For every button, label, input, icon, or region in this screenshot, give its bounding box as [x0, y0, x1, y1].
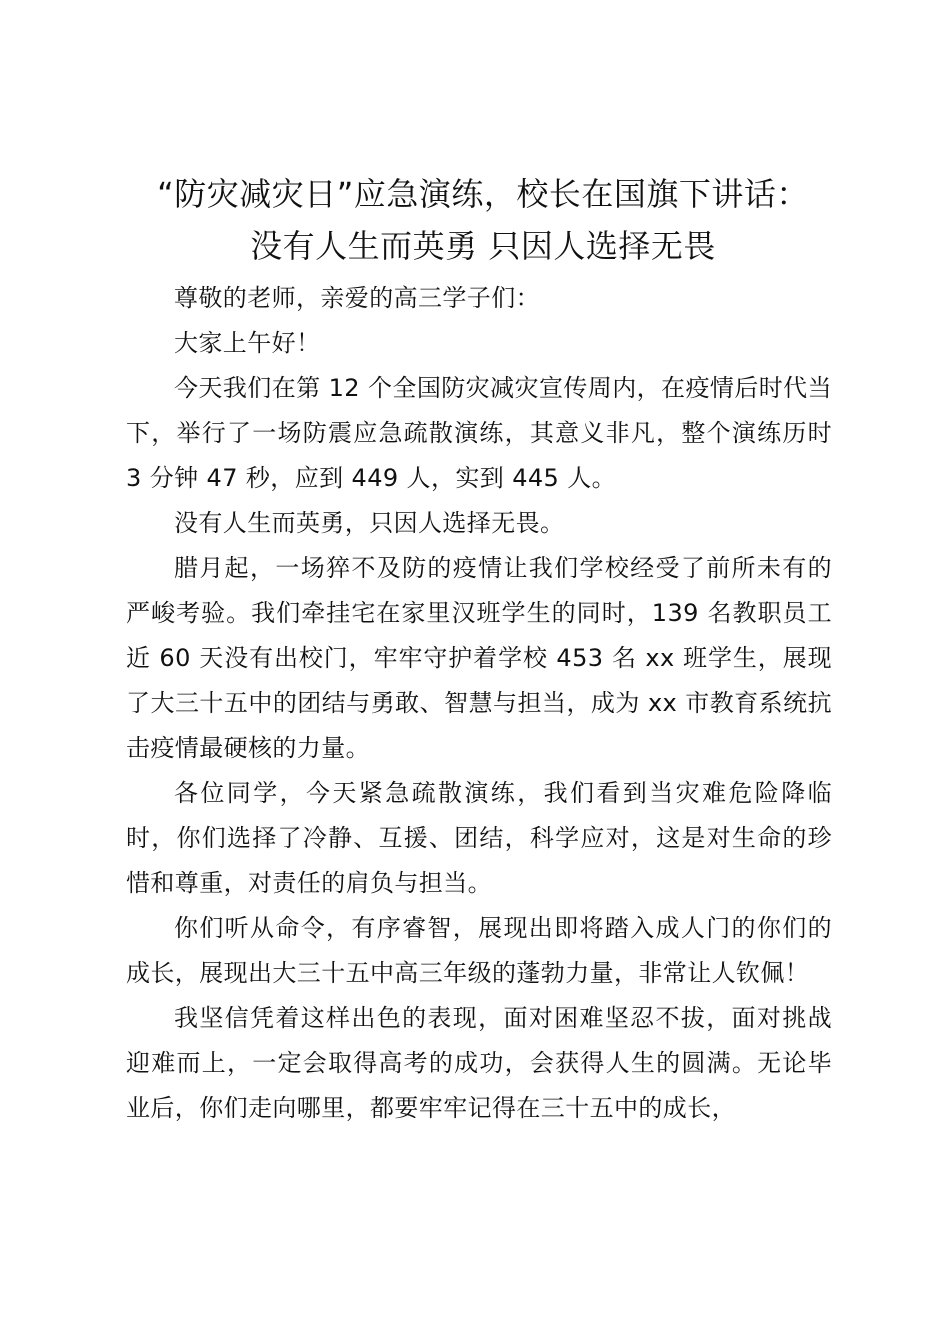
document-title	[114, 168, 852, 272]
title-line-1: “防灾减灾日”应急演练，校长在国旗下讲话：	[157, 175, 809, 213]
paragraph-epidemic: 腊月起，一场猝不及防的疫情让我们学校经受了前所未有的严峻考验。我们牵挂宅在家里汉班学生的同时，139 名教职员工近 60 天没有出校门，牢牢守护着学校 453 名 xx 班学生，展现了大三十五中的团结与勇敢、智慧与担当，成为 xx 市教育系统抗击疫情最硬核的力量。	[126, 554, 832, 762]
paragraph-future: 我坚信凭着这样出色的表现，面对困难坚忍不拔，面对挑战迎难而上，一定会取得高考的成功，会获得人生的圆满。无论毕业后，你们走向哪里，都要牢牢记得在三十五中的成长，	[126, 1004, 832, 1122]
paragraph-drill-summary: 今天我们在第 12 个全国防灾减灾宣传周内，在疫情后时代当下，举行了一场防震应急疏散演练，其意义非凡，整个演练历时 3 分钟 47 秒，应到 449 人，实到 445 人。	[126, 374, 832, 492]
paragraph-growth: 你们听从命令，有序睿智，展现出即将踏入成人门的你们的成长，展现出大三十五中高三年级的蓬勃力量，非常让人钦佩！	[126, 914, 832, 987]
salutation: 尊敬的老师，亲爱的高三学子们：	[174, 284, 540, 312]
paragraph-drill-praise: 各位同学，今天紧急疏散演练，我们看到当灾难危险降临时，你们选择了冷静、互援、团结，科学应对，这是对生命的珍惜和尊重，对责任的肩负与担当。	[126, 779, 832, 897]
title-line-2: 没有人生而英勇 只因人选择无畏	[250, 227, 716, 265]
greeting: 大家上午好！	[174, 329, 321, 357]
document-body	[126, 276, 832, 1131]
paragraph-motto: 没有人生而英勇，只因人选择无畏。	[174, 509, 565, 537]
